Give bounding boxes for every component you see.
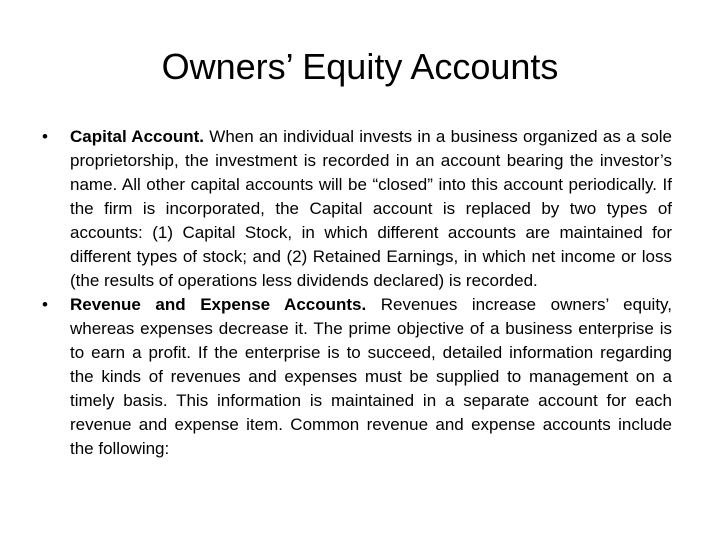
bullet-text: When an individual invests in a business organized as a sole proprietorship, the investment is recorded in an account bearing the investor’s name. All other capital accounts will be “closed” into this account periodically. If the firm is incorporated, the Capital account is replaced by two types of accounts: (1) Capital Stock, in which different accounts are maintained for different types of stock; and (2) Retained Earnings, in which net income or loss (the results of operations less dividends declared) is recorded. <box>70 127 673 290</box>
bullet-capital-account <box>36 125 672 293</box>
slide-title: Owners’ Equity Accounts <box>161 46 559 87</box>
bullet-marker: • <box>42 127 48 146</box>
bullet-heading: Revenue and Expense Accounts. <box>70 295 381 314</box>
bullet-heading: Capital Account. <box>70 127 210 146</box>
bullet-revenue-expense-accounts <box>36 293 672 461</box>
bullet-list <box>36 125 672 461</box>
bullet-text: Revenues increase owners’ equity, whereas expenses decrease it. The prime objective of a business enterprise is to earn a profit. If the enterprise is to succeed, detailed information regarding the kinds of revenues and expenses must be supplied to management on a timely basis. This information is maintained in a separate account for each revenue and expense item. Common revenue and expense accounts include the following: <box>70 295 672 458</box>
bullet-marker: • <box>42 295 48 314</box>
